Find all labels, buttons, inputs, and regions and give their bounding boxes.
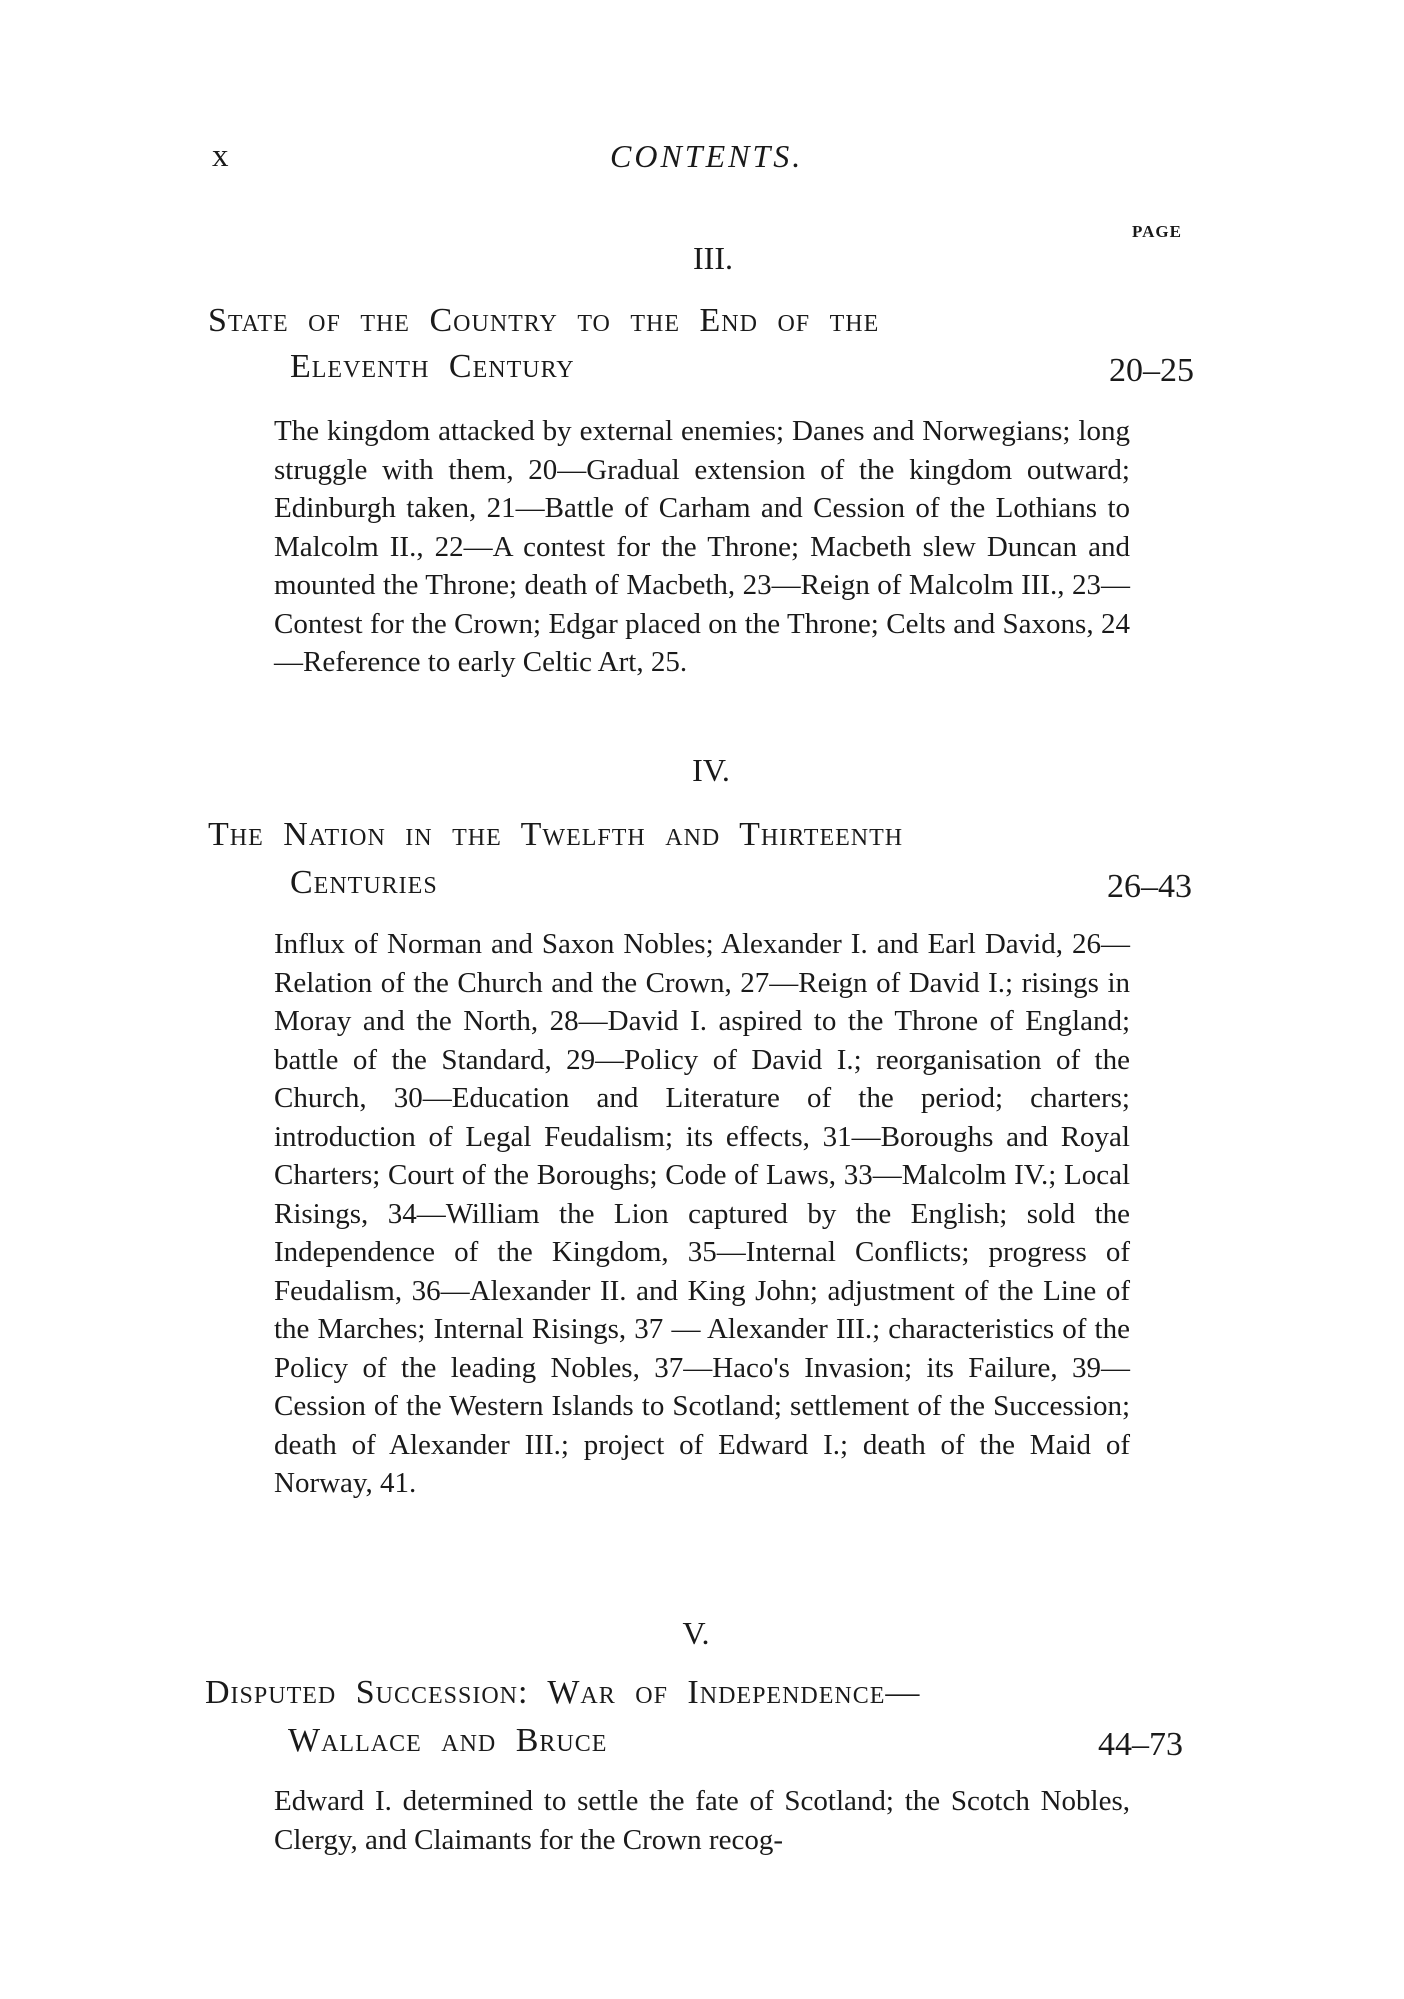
page-range: 20–25 [1109, 352, 1194, 389]
page-number: x [212, 138, 229, 174]
page-column-label: PAGE [1132, 222, 1182, 241]
chapter-title-line1: State of the Country to the End of the [208, 302, 880, 339]
chapter-title-line1: Disputed Succession: War of Independence— [205, 1674, 921, 1711]
chapter-summary: Edward I. determined to settle the fate of Scotland; the Scotch Nobles, Clergy, and Claimants for the Crown recog- [274, 1785, 1130, 1856]
page-range: 44–73 [1098, 1726, 1183, 1763]
chapter-numeral: IV. [692, 752, 730, 788]
chapter-summary: The kingdom attacked by external enemies; Danes and Norwegians; long struggle with them, 20—Gradual extension of the kingdom outward; Edinburgh taken, 21—Battle of Carham and Cession of the Lothians to Malcolm II., 22—A contest for the Throne; Macbeth slew Duncan and mounted the Throne; death of Macbeth, 23—Reign of Malcolm III., 23—Contest for the Crown; Edgar placed on the Throne; Celts and Saxons, 24—Reference to early Celtic Art, 25. [274, 415, 1130, 678]
chapter-numeral: V. [682, 1615, 710, 1651]
chapter-title-line2: Centuries [290, 864, 438, 901]
chapter-title-line1: The Nation in the Twelfth and Thirteenth [208, 816, 904, 853]
chapter-numeral: III. [693, 240, 733, 276]
page-range: 26–43 [1107, 868, 1192, 905]
chapter-title-line2: Wallace and Bruce [288, 1722, 608, 1759]
chapter-title-line2: Eleventh Century [290, 348, 575, 385]
running-title: CONTENTS. [610, 138, 804, 174]
chapter-summary: Influx of Norman and Saxon Nobles; Alexander I. and Earl David, 26—Relation of the Church and the Crown, 27—Reign of David I.; risings in Moray and the North, 28—David I. aspired to the Throne of England; battle of the Standard, 29—Policy of David I.; reorganisation of the Church, 30—Education and Literature of the period; charters; introduction of Legal Feudalism; its effects, 31—Boroughs and Royal Charters; Court of the Boroughs; Code of Laws, 33—Malcolm IV.; Local Risings, 34—William the Lion captured by the English; sold the Independence of the Kingdom, 35—Internal Conflicts; progress of Feudalism, 36—Alexander II. and King John; adjustment of the Line of the Marches; Internal Risings, 37 — Alexander III.; characteristics of the Policy of the leading Nobles, 37—Haco's Invasion; its Failure, 39—Cession of the Western Islands to Scotland; settlement of the Succession; death of Alexander III.; project of Edward I.; death of the Maid of Norway, 41. [274, 928, 1130, 1499]
